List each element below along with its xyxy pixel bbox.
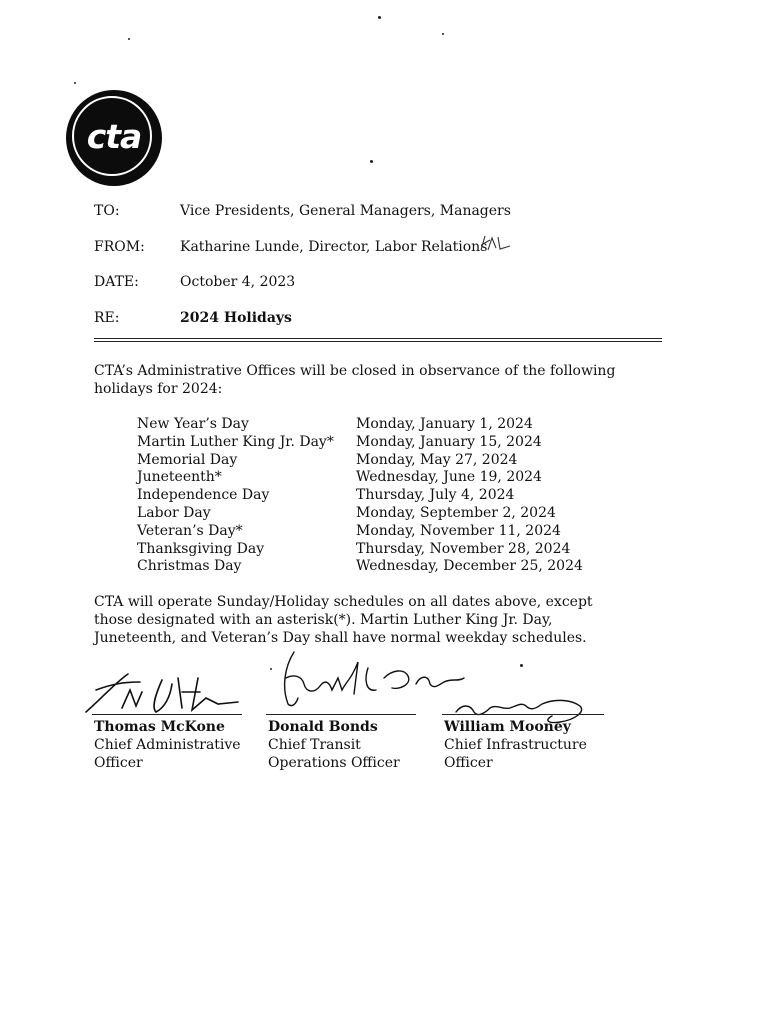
holiday-date: Monday, November 11, 2024 <box>356 522 561 539</box>
holiday-name: Juneteenth* <box>137 469 222 486</box>
scan-speck <box>378 16 381 19</box>
holiday-row <box>137 452 597 470</box>
signer-block <box>444 718 587 772</box>
scan-speck <box>442 33 444 35</box>
holiday-name: Thanksgiving Day <box>137 540 265 557</box>
holiday-row <box>137 523 597 541</box>
holiday-row <box>137 434 597 452</box>
scan-speck <box>74 82 76 84</box>
holiday-name: New Year’s Day <box>137 416 249 432</box>
holiday-row <box>137 541 597 559</box>
signer-title: Chief Infrastructure <box>444 737 587 753</box>
date-value: October 4, 2023 <box>180 274 296 290</box>
from-label: FROM: <box>94 239 145 255</box>
initials-signature <box>478 232 514 256</box>
holiday-date: Monday, September 2, 2024 <box>356 504 556 521</box>
from-value: Katharine Lunde, Director, Labor Relations <box>180 239 488 255</box>
holiday-row <box>137 469 597 487</box>
holiday-name: Veteran’s Day* <box>137 522 243 539</box>
holiday-name: Martin Luther King Jr. Day* <box>137 433 334 450</box>
holiday-date: Thursday, July 4, 2024 <box>356 487 515 504</box>
re-label: RE: <box>94 310 120 326</box>
holiday-name: Memorial Day <box>137 451 238 468</box>
signature-mckone <box>82 668 242 718</box>
header-divider <box>94 341 662 342</box>
signer-name: Donald Bonds <box>268 719 378 735</box>
signer-name: William Mooney <box>444 719 571 735</box>
signer-block <box>268 718 400 772</box>
signer-title: Operations Officer <box>268 755 400 771</box>
signer-title: Officer <box>94 755 143 771</box>
holiday-name: Christmas Day <box>137 558 242 575</box>
holiday-date: Wednesday, June 19, 2024 <box>356 469 542 486</box>
signer-title: Chief Administrative <box>94 737 241 753</box>
date-label: DATE: <box>94 274 139 290</box>
to-label: TO: <box>94 203 120 219</box>
signer-block <box>94 718 241 772</box>
holiday-row <box>137 505 597 523</box>
scan-speck <box>370 160 373 163</box>
signer-title: Officer <box>444 755 493 771</box>
holiday-name: Independence Day <box>137 487 270 504</box>
holiday-row <box>137 487 597 505</box>
holiday-date: Monday, January 1, 2024 <box>356 416 533 432</box>
holiday-date: Wednesday, December 25, 2024 <box>356 558 583 575</box>
schedule-note: CTA will operate Sunday/Holiday schedules on all dates above, except those designated with an asterisk(*). Martin Luther King Jr. Day, Juneteenth, and Veteran’s Day shall have normal weekday schedules. <box>94 594 593 646</box>
cta-logo <box>66 90 162 186</box>
intro-paragraph: CTA’s Administrative Offices will be closed in observance of the following holidays for 2024: <box>94 363 616 397</box>
re-value: 2024 Holidays <box>180 310 292 326</box>
header-divider <box>94 338 662 339</box>
signature-line <box>442 714 604 715</box>
signer-name: Thomas McKone <box>94 719 225 735</box>
to-value: Vice Presidents, General Managers, Managers <box>180 203 511 219</box>
holiday-list <box>137 416 597 576</box>
signature-line <box>266 714 416 715</box>
holiday-date: Thursday, November 28, 2024 <box>356 540 571 557</box>
signature-line <box>92 714 242 715</box>
scan-speck <box>520 664 523 667</box>
holiday-date: Monday, January 15, 2024 <box>356 433 542 450</box>
holiday-date: Monday, May 27, 2024 <box>356 451 518 468</box>
holiday-row <box>137 558 597 576</box>
holiday-row <box>137 416 597 434</box>
signer-title: Chief Transit <box>268 737 361 753</box>
scan-speck <box>128 38 130 40</box>
logo-text: cta <box>86 116 142 156</box>
holiday-name: Labor Day <box>137 504 211 521</box>
